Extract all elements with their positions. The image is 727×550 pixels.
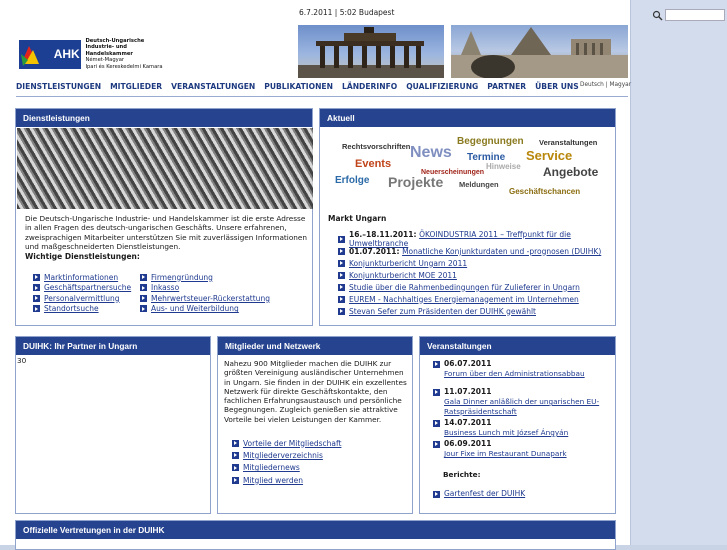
list-item[interactable]	[33, 283, 131, 294]
arrow-icon	[33, 284, 40, 291]
markt-ungarn-title: Markt Ungarn	[328, 214, 387, 223]
tag: Service	[526, 148, 573, 163]
link-marktinformationen[interactable]: Marktinformationen	[44, 272, 119, 282]
arrow-icon	[338, 272, 345, 279]
arrow-icon	[232, 464, 239, 471]
nav-item-publikationen[interactable]: PUBLIKATIONEN	[264, 82, 333, 91]
tag: News	[410, 144, 452, 161]
list-item[interactable]	[33, 293, 131, 304]
arrow-icon	[338, 296, 345, 303]
event-link[interactable]: Jour Fixe im Restaurant Dunapark	[444, 449, 567, 458]
vertretungen-box	[15, 520, 616, 550]
news-link[interactable]: Konjunkturbericht Ungarn 2011	[349, 258, 468, 268]
search-icon[interactable]	[652, 10, 663, 21]
language-switch[interactable]: Deutsch | Magyar	[580, 82, 632, 88]
list-item[interactable]: 01.07.2011: Monatliche Konjunkturdaten und -prognosen (DUIHK)	[338, 245, 614, 257]
nav-item-laenderinfo[interactable]: LÄNDERINFO	[341, 82, 398, 91]
tag: Angebote	[543, 165, 599, 179]
link-standortsuche[interactable]: Standortsuche	[44, 304, 99, 314]
tag: Termine	[467, 152, 506, 163]
arrow-icon	[338, 248, 345, 255]
mitglieder-title: Mitglieder und Netzwerk	[218, 337, 412, 355]
mitglieder-text: Nahezu 900 Mitglieder machen die DUIHK zur größten Vereinigung ausländischer Unternehmen in Ungarn. Sie finden in der DUIHK ein exzellentes Netzwerk für direkte Geschäftskontakte, den fachlichen Erfahrungsaustausch und persönliche Begegnungen. Zugleich genießen sie attraktive Vorteile bei vielen Leistungen der Kammer.	[224, 359, 407, 424]
arrow-icon	[433, 361, 440, 368]
arrow-icon	[140, 295, 147, 302]
news-link[interactable]: Studie über die Rahmenbedingungen für Zulieferer in Ungarn	[349, 282, 580, 292]
aktuell-title: Aktuell	[320, 109, 615, 127]
header-photo-parliament	[451, 25, 628, 78]
news-link[interactable]: ÖKOINDUSTRIA 2011 – Treffpunkt für die Umweltbranche	[349, 230, 571, 248]
nav-item-veranstaltungen[interactable]: VERANSTALTUNGEN	[171, 82, 256, 91]
link-mitgliedernews[interactable]: Mitgliedernews	[243, 463, 300, 473]
list-item[interactable]	[338, 293, 614, 305]
list-item[interactable]	[338, 257, 614, 269]
tag: Rechtsvorschriften	[342, 142, 411, 151]
tag: Geschäftschancen	[509, 187, 581, 196]
tag: Projekte	[388, 174, 444, 190]
news-link[interactable]: Konjunkturbericht MOE 2011	[349, 270, 457, 280]
arrow-icon	[433, 491, 440, 498]
logo-mark	[19, 40, 52, 69]
event-link[interactable]: Forum über den Administrationsabbau	[444, 369, 585, 378]
event-date: 06.07.2011	[433, 359, 613, 369]
arrow-icon	[140, 305, 147, 312]
event-date: 11.07.2011	[433, 387, 613, 397]
event-date: 06.09.2011	[433, 439, 613, 449]
list-item[interactable]	[140, 293, 270, 304]
tag: Hinweise	[486, 162, 521, 171]
nav-item-partner[interactable]: PARTNER	[487, 82, 527, 91]
aktuell-list	[338, 230, 614, 317]
mitglieder-box	[217, 336, 413, 514]
header-photo-brandenburg-gate	[298, 25, 444, 78]
list-item[interactable]	[140, 272, 270, 283]
dienstleistungen-title: Dienstleistungen	[16, 109, 312, 127]
list-item[interactable]	[140, 283, 270, 294]
arrow-icon	[433, 389, 440, 396]
list-item[interactable]	[33, 304, 131, 315]
arrow-icon	[33, 295, 40, 302]
arrow-icon	[140, 284, 147, 291]
chain-image	[17, 128, 313, 209]
list-item[interactable]: 16.–18.11.2011: ÖKOINDUSTRIA 2011 – Treffpunkt für die Umweltbranche	[338, 233, 614, 245]
event-link[interactable]: Business Lunch mit József Ángyán	[444, 428, 569, 437]
list-item[interactable]	[338, 305, 614, 317]
arrow-icon	[232, 452, 239, 459]
list-item[interactable]	[33, 272, 131, 283]
news-link[interactable]: Stevan Sefer zum Präsidenten der DUIHK gewählt	[349, 306, 536, 316]
nav-item-dienstleistungen[interactable]: DIENSTLEISTUNGEN	[16, 82, 102, 91]
arrow-icon	[338, 260, 345, 267]
dienstleistungen-box	[15, 108, 313, 326]
link-mitgliederverzeichnis[interactable]: Mitgliederverzeichnis	[243, 450, 323, 460]
link-mitglied-werden[interactable]: Mitglied werden	[243, 475, 304, 485]
list-item[interactable]	[232, 474, 341, 486]
tag-cloud	[321, 128, 614, 209]
partner-value: 30	[17, 356, 27, 365]
dienstleistungen-subhead: Wichtige Dienstleistungen:	[25, 252, 140, 261]
dienstleistungen-links-right	[140, 272, 270, 314]
list-item[interactable]	[433, 489, 613, 499]
arrow-icon	[33, 274, 40, 281]
link-mehrwertsteuer[interactable]: Mehrwertsteuer-Rückerstattung	[151, 293, 270, 303]
dienstleistungen-intro: Die Deutsch-Ungarische Industrie- und Handelskammer ist die erste Adresse in allen Fragen des deutsch-ungarischen Geschäfts. Unsere erfahrenen, zweisprachigen Mitarbeiter unterstützen Sie mit zuverlässigen Informationen und maßgeschneiderten Dienstleistungen.	[25, 214, 308, 251]
link-geschaeftspartnersuche[interactable]: Geschäftspartnersuche	[44, 283, 132, 293]
arrow-icon	[33, 305, 40, 312]
nav-item-mitglieder[interactable]: MITGLIEDER	[110, 82, 163, 91]
nav-divider	[16, 96, 628, 97]
tag: Erfolge	[335, 175, 370, 186]
tag: Begegnungen	[457, 136, 524, 147]
nav-item-qualifizierung[interactable]: QUALIFIZIERUNG	[406, 82, 479, 91]
right-sidebar	[630, 0, 727, 545]
arrow-icon	[338, 308, 345, 315]
list-item[interactable]	[338, 269, 614, 281]
main-nav	[16, 82, 630, 94]
date-time: 6.7.2011 | 5:02 Budapest	[299, 8, 395, 17]
arrow-icon	[433, 420, 440, 427]
tag: Events	[355, 158, 392, 170]
veranstaltungen-box	[419, 336, 616, 514]
arrow-icon	[232, 440, 239, 447]
vertretungen-title: Offizielle Vertretungen in der DUIHK	[16, 521, 615, 539]
veranstaltungen-title: Veranstaltungen	[420, 337, 615, 355]
berichte-label: Berichte:	[443, 470, 481, 479]
arrow-icon	[140, 274, 147, 281]
arrow-icon	[433, 441, 440, 448]
link-aus-weiterbildung[interactable]: Aus- und Weiterbildung	[151, 304, 239, 314]
link-personalvermittlung[interactable]: Personalvermittlung	[44, 293, 120, 303]
news-link[interactable]: EUREM - Nachhaltiges Energiemanagement im Unternehmen	[349, 294, 579, 304]
link-inkasso[interactable]: Inkasso	[151, 283, 180, 293]
mitglieder-links	[232, 437, 341, 486]
nav-item-ueber-uns[interactable]: ÜBER UNS	[535, 82, 579, 91]
event-date: 14.07.2011	[433, 418, 613, 428]
link-firmengruendung[interactable]: Firmengründung	[151, 272, 213, 282]
dienstleistungen-links-left	[33, 272, 131, 314]
arrow-icon	[338, 284, 345, 291]
list-item[interactable]	[140, 304, 270, 315]
link-gartenfest[interactable]: Gartenfest der DUIHK	[444, 489, 526, 499]
arrow-icon	[232, 477, 239, 484]
list-item[interactable]	[232, 437, 341, 449]
list-item[interactable]	[232, 449, 341, 461]
link-vorteile[interactable]: Vorteile der Mitgliedschaft	[243, 438, 342, 448]
list-item[interactable]	[232, 462, 341, 474]
tag: Neuerscheinungen	[421, 169, 485, 176]
search-input[interactable]	[665, 9, 725, 21]
tag: Veranstaltungen	[539, 138, 598, 147]
logo-ahk: AHK	[52, 40, 81, 69]
tag: Meldungen	[459, 180, 499, 189]
logo-text: Deutsch-Ungarische Industrie- und Handelskammer Német-Magyar Ipari és Kereskedelmi Kamara	[85, 37, 163, 70]
event-list	[433, 359, 613, 499]
aktuell-box	[319, 108, 616, 326]
news-link[interactable]: Monatliche Konjunkturdaten und -prognosen (DUIHK)	[402, 246, 602, 256]
list-item[interactable]	[338, 281, 614, 293]
partner-title: DUIHK: Ihr Partner in Ungarn	[16, 337, 210, 355]
partner-box	[15, 336, 211, 514]
arrow-icon	[338, 236, 345, 243]
search-box[interactable]	[652, 9, 725, 21]
event-link[interactable]: Gala Dinner anläßlich der ungarischen EU-Ratspräsidentschaft	[444, 397, 600, 416]
ahk-logo[interactable]	[19, 38, 169, 70]
